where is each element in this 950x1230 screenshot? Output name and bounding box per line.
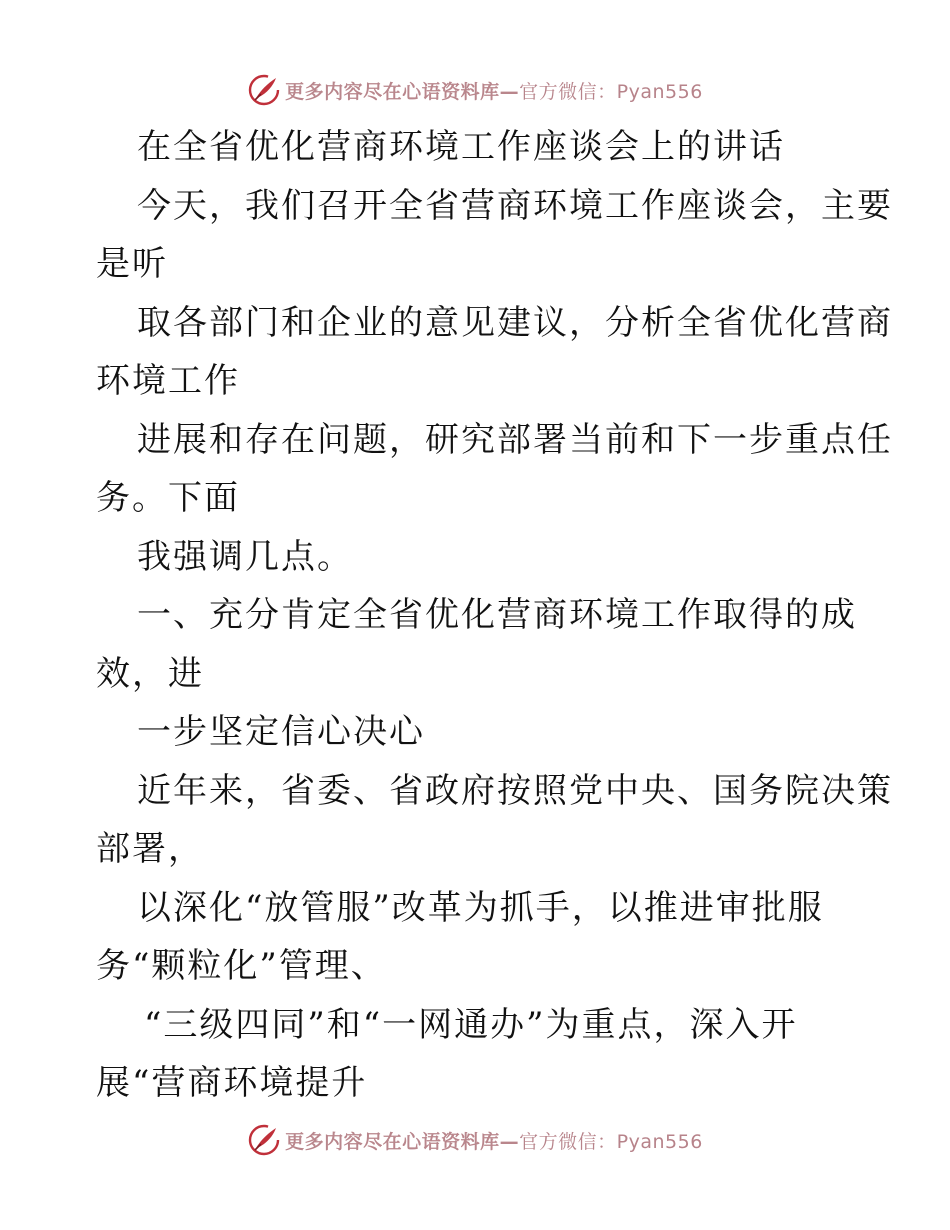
paragraph-line: 部署， (96, 829, 204, 869)
quill-pen-logo-icon (247, 1123, 281, 1157)
footer-wechat-text: 官方微信：Pyan556 (519, 1130, 703, 1153)
header-wechat-text: 官方微信：Pyan556 (519, 80, 703, 103)
paragraph-line: 务“颗粒化”管理、 (96, 946, 387, 986)
header-banner-text: 更多内容尽在心语资料库—官方微信：Pyan556 (285, 80, 703, 103)
paragraph-line: 是听 (96, 244, 168, 284)
paragraph-line: 展“营商环境提升 (96, 1063, 368, 1103)
header-banner (0, 70, 950, 110)
footer-banner-text: 更多内容尽在心语资料库—官方微信：Pyan556 (285, 1130, 703, 1153)
paragraph-line: 取各部门和企业的意见建议，分析全省优化营商 (137, 302, 893, 343)
document-body (96, 118, 893, 1113)
paragraph-line: “三级四同”和“一网通办”为重点，深入开 (144, 1004, 798, 1045)
section-heading-line: 一步坚定信心决心 (137, 712, 425, 752)
paragraph-line: 我强调几点。 (137, 536, 353, 577)
document-title: 在全省优化营商环境工作座谈会上的讲话 (137, 127, 785, 167)
paragraph-line: 进展和存在问题，研究部署当前和下一步重点任 (137, 419, 893, 460)
quill-pen-logo-icon (247, 73, 281, 107)
paragraph-line: 以深化“放管服”改革为抓手，以推进审批服 (137, 887, 824, 928)
section-heading-line: 效，进 (96, 653, 204, 694)
footer-banner (0, 1120, 950, 1160)
paragraph-line: 环境工作 (96, 361, 240, 401)
section-heading-line: 一、充分肯定全省优化营商环境工作取得的成 (137, 595, 857, 635)
paragraph-line: 近年来，省委、省政府按照党中央、国务院决策 (137, 770, 893, 811)
paragraph-line: 今天，我们召开全省营商环境工作座谈会，主要 (137, 185, 893, 226)
paragraph-line: 务。下面 (96, 478, 240, 518)
